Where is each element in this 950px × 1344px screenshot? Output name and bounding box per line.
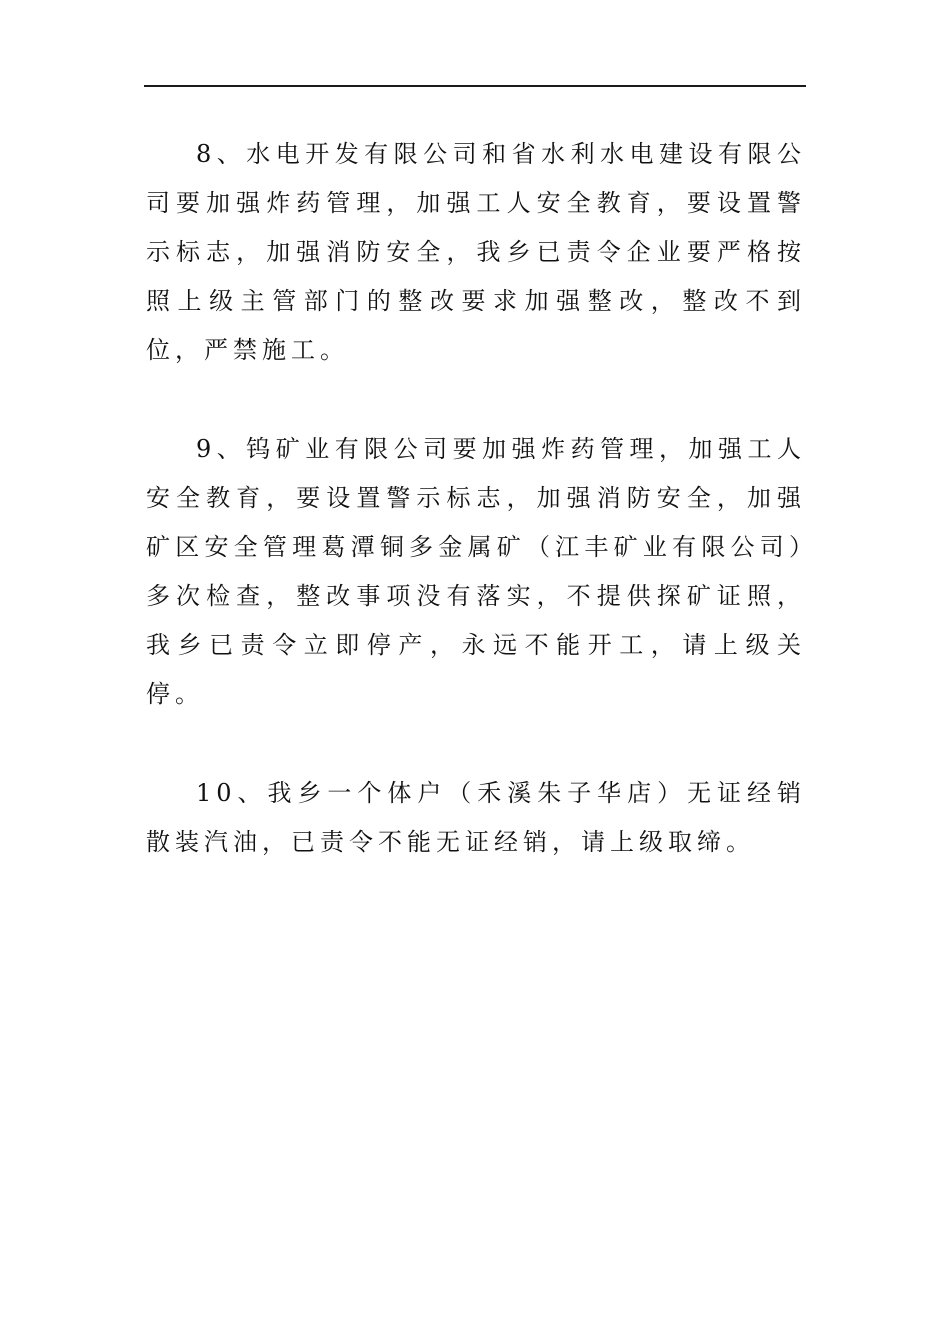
document-body [146,130,806,867]
paragraph-item-9: 9、钨矿业有限公司要加强炸药管理，加强工人安全教育，要设置警示标志，加强消防安全，加强矿区安全管理葛潭铜多金属矿（江丰矿业有限公司）多次检查，整改事项没有落实，不提供探矿证照，我乡已责令立即停产，永远不能开工，请上级关停。 [146,435,806,708]
header-rule [144,85,806,87]
paragraph-item-10: 10、我乡一个体户（禾溪朱子华店）无证经销散装汽油，已责令不能无证经销，请上级取缔。 [146,779,806,856]
paragraph-item-8: 8、水电开发有限公司和省水利水电建设有限公司要加强炸药管理，加强工人安全教育，要设置警示标志，加强消防安全，我乡已责令企业要严格按照上级主管部门的整改要求加强整改，整改不到位，严禁施工。 [146,140,806,364]
